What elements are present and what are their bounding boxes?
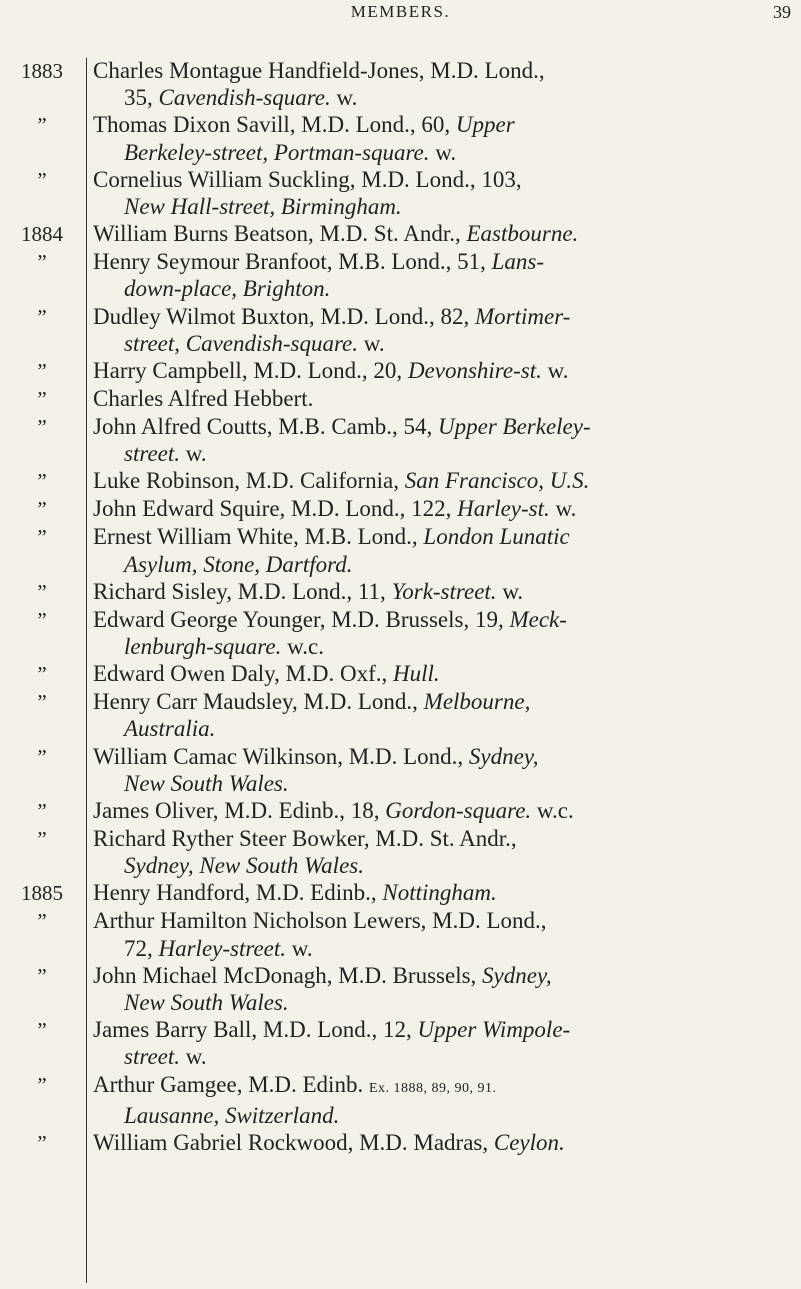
member-text xyxy=(84,743,801,797)
member-text xyxy=(84,578,801,605)
postal-district: w. xyxy=(180,441,207,467)
continuation-line xyxy=(93,275,791,302)
continuation-line xyxy=(93,193,791,220)
member-name: James Oliver, M.D. Edinb., 18, xyxy=(93,798,386,824)
member-entry xyxy=(0,357,801,385)
member-address: Devonshire-st. xyxy=(407,358,542,384)
member-text xyxy=(84,523,801,577)
member-text xyxy=(84,467,801,494)
member-address: Gordon-square. xyxy=(385,798,532,824)
member-name: Edward Owen Daly, M.D. Oxf., xyxy=(93,661,393,687)
election-year: ” xyxy=(37,250,47,275)
member-text xyxy=(84,357,801,384)
election-year: ” xyxy=(37,963,47,988)
election-year: ” xyxy=(37,1072,47,1097)
member-text xyxy=(84,879,801,906)
member-entry xyxy=(0,166,801,220)
member-entry xyxy=(0,743,801,797)
postal-district: w. xyxy=(429,139,457,165)
election-year: ” xyxy=(37,415,47,440)
member-entry xyxy=(0,879,801,907)
continuation-line xyxy=(93,989,791,1016)
election-year: ” xyxy=(37,469,47,494)
election-year: ” xyxy=(37,304,47,329)
member-entry xyxy=(0,578,801,606)
member-address: San Francisco, U.S. xyxy=(404,468,590,494)
member-entry xyxy=(0,495,801,523)
election-year: ” xyxy=(37,359,47,384)
member-name: Thomas Dixon Savill, M.D. Lond., 60, xyxy=(93,112,456,138)
continuation-line xyxy=(93,139,791,166)
postal-district: w. xyxy=(549,496,577,522)
member-text xyxy=(84,166,801,220)
member-text xyxy=(84,413,801,467)
postal-district: w. xyxy=(358,330,385,356)
member-address: Harley-st. xyxy=(457,496,550,522)
member-address: Asylum, Stone, Dartford. xyxy=(124,551,353,577)
page-number: 39 xyxy=(773,2,791,22)
member-text xyxy=(84,1016,801,1070)
member-address: Sydney, xyxy=(468,743,539,769)
member-text xyxy=(84,495,801,522)
member-address: street, Cavendish-square. xyxy=(124,330,359,356)
member-address: Hull. xyxy=(393,661,440,687)
postal-district: w. xyxy=(496,578,524,604)
address-number: 72, xyxy=(124,935,159,961)
member-text xyxy=(84,111,801,165)
member-name: Harry Campbell, M.D. Lond., 20, xyxy=(93,358,408,384)
postal-district: w. xyxy=(541,358,569,384)
member-text xyxy=(84,220,801,247)
postal-district: w. xyxy=(330,85,358,111)
election-year: ” xyxy=(37,607,47,632)
election-year: 1884 xyxy=(21,222,63,247)
postal-district: w. xyxy=(286,935,313,961)
member-name: John Alfred Coutts, M.B. Camb., 54, xyxy=(93,414,439,440)
continuation-line xyxy=(93,551,791,578)
election-year: ” xyxy=(37,167,47,192)
election-year: ” xyxy=(37,579,47,604)
member-entry xyxy=(0,385,801,413)
member-entry xyxy=(0,1016,801,1070)
running-title: MEMBERS. xyxy=(350,2,451,21)
postal-district: w. xyxy=(180,1044,207,1070)
member-entry xyxy=(0,907,801,961)
member-entry xyxy=(0,797,801,825)
member-list xyxy=(0,57,801,1157)
member-text xyxy=(84,248,801,302)
member-address: New South Wales. xyxy=(124,770,289,796)
member-text xyxy=(84,962,801,1016)
member-name: Henry Handford, M.D. Edinb., xyxy=(93,880,383,906)
election-year: ” xyxy=(37,662,47,687)
continuation-line xyxy=(93,84,791,111)
member-name: Arthur Hamilton Nicholson Lewers, M.D. Lond., xyxy=(93,908,547,934)
member-entry xyxy=(0,660,801,688)
continuation-line xyxy=(93,633,791,660)
member-entry xyxy=(0,220,801,248)
election-year: ” xyxy=(37,744,47,769)
member-entry xyxy=(0,303,801,357)
member-text xyxy=(84,1129,801,1156)
member-address: down-place, Brighton. xyxy=(124,276,331,302)
member-text xyxy=(84,688,801,742)
member-address: Harley-street. xyxy=(158,935,287,961)
member-address: Upper Berkeley- xyxy=(438,414,591,440)
continuation-line xyxy=(93,1102,791,1129)
election-year: ” xyxy=(37,827,47,852)
member-name: Ernest William White, M.B. Lond., xyxy=(93,524,424,550)
member-name: Henry Carr Maudsley, M.D. Lond., xyxy=(93,689,424,715)
member-name: James Barry Ball, M.D. Lond., 12, xyxy=(93,1017,418,1043)
member-address: London Lunatic xyxy=(423,524,570,550)
member-address: New Hall-street, Birmingham. xyxy=(124,194,402,220)
continuation-line xyxy=(93,715,791,742)
member-entry xyxy=(0,413,801,467)
member-text xyxy=(84,825,801,879)
election-year: ” xyxy=(37,1018,47,1043)
member-address: Australia. xyxy=(124,716,216,742)
member-text xyxy=(84,907,801,961)
election-year: ” xyxy=(37,909,47,934)
member-address: Sydney, New South Wales. xyxy=(124,853,364,879)
member-entry xyxy=(0,962,801,1016)
continuation-line xyxy=(93,935,791,962)
member-address: Cavendish-square. xyxy=(158,85,331,111)
member-address: Eastbourne. xyxy=(466,221,579,247)
member-text xyxy=(84,606,801,660)
election-year: ” xyxy=(37,497,47,522)
member-entry xyxy=(0,1129,801,1157)
member-entry xyxy=(0,825,801,879)
member-address: Melbourne, xyxy=(423,689,531,715)
member-entry xyxy=(0,111,801,165)
election-year: 1883 xyxy=(21,59,63,83)
page-header xyxy=(0,0,801,26)
member-text xyxy=(84,303,801,357)
member-name: Charles Alfred Hebbert. xyxy=(93,386,314,412)
member-name: William Gabriel Rockwood, M.D. Madras, xyxy=(93,1130,494,1156)
continuation-line xyxy=(93,1043,791,1070)
member-address: New South Wales. xyxy=(124,990,289,1016)
member-entry xyxy=(0,57,801,111)
election-year: ” xyxy=(37,690,47,715)
continuation-line xyxy=(93,852,791,879)
member-name: Henry Seymour Branfoot, M.B. Lond., 51, xyxy=(93,249,492,275)
member-name: John Michael McDonagh, M.D. Brussels, xyxy=(93,962,483,988)
member-name: Arthur Gamgee, M.D. Edinb. xyxy=(93,1071,369,1097)
member-address: Nottingham. xyxy=(382,880,497,906)
member-entry xyxy=(0,523,801,577)
member-entry xyxy=(0,1071,801,1129)
member-address: Mortimer- xyxy=(474,303,571,329)
member-name: John Edward Squire, M.D. Lond., 122, xyxy=(93,496,458,522)
address-number: 35, xyxy=(124,85,159,111)
continuation-line xyxy=(93,770,791,797)
member-address: Sydney, xyxy=(482,962,552,988)
member-name: William Burns Beatson, M.D. St. Andr., xyxy=(93,221,467,247)
election-year: 1885 xyxy=(21,881,63,906)
member-name: Luke Robinson, M.D. California, xyxy=(93,468,405,494)
member-text xyxy=(84,57,801,111)
member-address: York-street. xyxy=(391,578,497,604)
postal-district: w.c. xyxy=(281,634,324,660)
member-text xyxy=(84,660,801,687)
member-address: lenburgh-square. xyxy=(124,634,282,660)
member-text xyxy=(84,385,801,412)
continuation-line xyxy=(93,440,791,467)
member-name: Cornelius William Suckling, M.D. Lond., 103, xyxy=(93,166,522,192)
examiner-note: Ex. 1888, 89, 90, 91. xyxy=(368,1080,497,1096)
member-address: Lausanne, Switzerland. xyxy=(124,1102,340,1128)
member-address: Ceylon. xyxy=(493,1130,565,1156)
member-name: Charles Montague Handfield-Jones, M.D. Lond., xyxy=(93,58,545,83)
member-name: William Camac Wilkinson, M.D. Lond., xyxy=(93,743,469,769)
election-year: ” xyxy=(37,113,47,138)
member-entry xyxy=(0,688,801,742)
member-name: Dudley Wilmot Buxton, M.D. Lond., 82, xyxy=(93,303,475,329)
member-entry xyxy=(0,606,801,660)
member-address: Lans- xyxy=(491,249,545,275)
member-address: Meck- xyxy=(509,606,567,632)
election-year: ” xyxy=(37,799,47,824)
member-address: Upper xyxy=(455,112,515,138)
member-address: street. xyxy=(124,1044,180,1070)
member-address: Berkeley-street, Portman-square. xyxy=(124,139,430,165)
member-address: street. xyxy=(124,441,180,467)
election-year: ” xyxy=(37,387,47,412)
member-text xyxy=(84,797,801,824)
member-name: Richard Sisley, M.D. Lond., 11, xyxy=(93,578,392,604)
member-address: Upper Wimpole- xyxy=(417,1017,571,1043)
continuation-line xyxy=(93,330,791,357)
member-text xyxy=(84,1071,801,1129)
election-year: ” xyxy=(37,1131,47,1156)
member-entry xyxy=(0,467,801,495)
postal-district: w.c. xyxy=(531,798,574,824)
member-name: Richard Ryther Steer Bowker, M.D. St. Andr., xyxy=(93,826,517,852)
election-year: ” xyxy=(37,525,47,550)
member-entry xyxy=(0,248,801,302)
member-name: Edward George Younger, M.D. Brussels, 19, xyxy=(93,606,510,632)
